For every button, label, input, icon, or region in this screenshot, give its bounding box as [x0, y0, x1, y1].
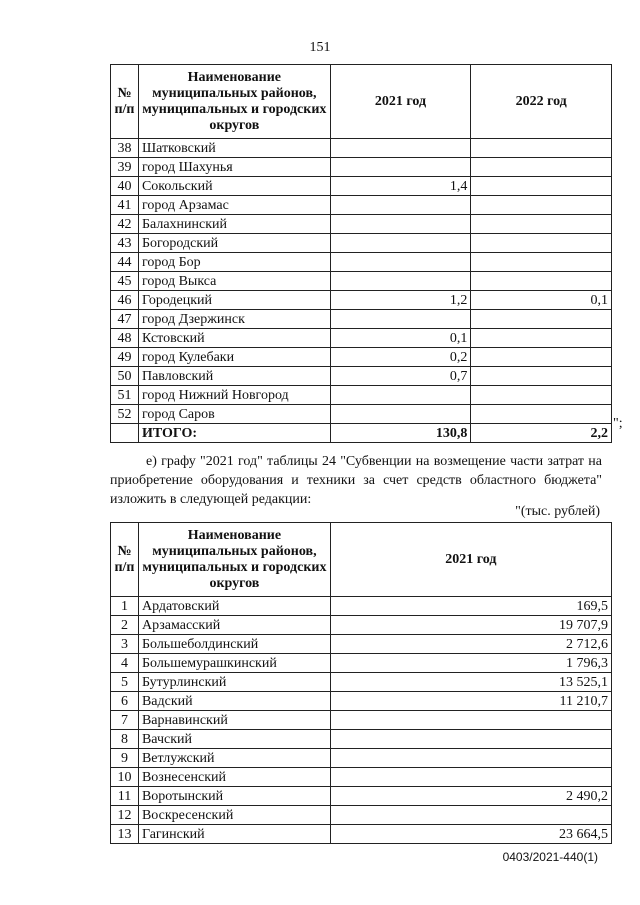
table-row: [111, 177, 612, 196]
header-number: № п/п: [111, 523, 139, 597]
page-number: 151: [309, 40, 331, 55]
table-row: [111, 825, 612, 844]
amount-cell: [330, 158, 471, 177]
total-row: [111, 424, 612, 443]
amount-cell: [471, 405, 612, 424]
amount-cell: [471, 139, 612, 158]
table-header-row: [111, 523, 612, 597]
table-row: [111, 215, 612, 234]
amount-cell: [330, 749, 611, 768]
row-number: 9: [111, 749, 139, 768]
row-number: 40: [111, 177, 139, 196]
row-number: 43: [111, 234, 139, 253]
row-number: 42: [111, 215, 139, 234]
municipality-name: Арзамасский: [138, 616, 330, 635]
amount-cell: [330, 386, 471, 405]
row-number: 7: [111, 711, 139, 730]
table-row: [111, 654, 612, 673]
row-number: 6: [111, 692, 139, 711]
amount-cell: [471, 310, 612, 329]
row-number: 1: [111, 597, 139, 616]
table-row: [111, 348, 612, 367]
table-row: [111, 139, 612, 158]
amount-cell: 169,5: [330, 597, 611, 616]
municipality-name: Городецкий: [138, 291, 330, 310]
amount-cell: [330, 711, 611, 730]
municipality-name: город Арзамас: [138, 196, 330, 215]
document-code: 0403/2021-440(1): [502, 850, 598, 864]
row-number: 49: [111, 348, 139, 367]
municipality-name: Ардатовский: [138, 597, 330, 616]
municipality-name: Вадский: [138, 692, 330, 711]
row-number: 46: [111, 291, 139, 310]
amount-cell: [330, 253, 471, 272]
row-number: 44: [111, 253, 139, 272]
row-number: 39: [111, 158, 139, 177]
amount-cell: 0,1: [471, 291, 612, 310]
amount-cell: 2 712,6: [330, 635, 611, 654]
amount-cell: 0,1: [330, 329, 471, 348]
municipality-name: Вознесенский: [138, 768, 330, 787]
table-row: [111, 616, 612, 635]
municipality-name: Балахнинский: [138, 215, 330, 234]
closing-quote: ";: [613, 416, 623, 431]
table-row: [111, 405, 612, 424]
row-number: 3: [111, 635, 139, 654]
municipality-name: город Дзержинск: [138, 310, 330, 329]
subsidy-table-continued: [110, 64, 612, 443]
amount-cell: 1,4: [330, 177, 471, 196]
amount-cell: [330, 272, 471, 291]
table-row: [111, 367, 612, 386]
municipality-name: Гагинский: [138, 825, 330, 844]
row-number: 41: [111, 196, 139, 215]
row-number: 10: [111, 768, 139, 787]
row-number: 11: [111, 787, 139, 806]
amount-cell: [471, 177, 612, 196]
municipality-name: Ветлужский: [138, 749, 330, 768]
table-row: [111, 386, 612, 405]
municipality-name: Воротынский: [138, 787, 330, 806]
row-number: 52: [111, 405, 139, 424]
amount-cell: [471, 367, 612, 386]
municipality-name: Кстовский: [138, 329, 330, 348]
table-row: [111, 158, 612, 177]
table-row: [111, 692, 612, 711]
amount-cell: 0,2: [330, 348, 471, 367]
row-number: 47: [111, 310, 139, 329]
row-number: 48: [111, 329, 139, 348]
header-2021: 2021 год: [330, 65, 471, 139]
header-2021: 2021 год: [330, 523, 611, 597]
row-number: 12: [111, 806, 139, 825]
table-row: [111, 635, 612, 654]
row-number: 50: [111, 367, 139, 386]
table-header-row: [111, 65, 612, 139]
amount-cell: [330, 806, 611, 825]
amount-cell: 2 490,2: [330, 787, 611, 806]
table-row: [111, 329, 612, 348]
amount-cell: [471, 215, 612, 234]
amendment-paragraph: е) графу "2021 год" таблицы 24 "Субвенции на возмещение части затрат на приобретение оборудования и техники за счет средств областного бюджета" изложить в следующей редакции:: [110, 454, 602, 507]
amount-cell: [330, 310, 471, 329]
table-row: [111, 291, 612, 310]
municipality-name: город Выкса: [138, 272, 330, 291]
amount-cell: 1 796,3: [330, 654, 611, 673]
amount-cell: [471, 329, 612, 348]
amount-cell: [330, 196, 471, 215]
amount-cell: [330, 215, 471, 234]
table-row: [111, 711, 612, 730]
row-number: 38: [111, 139, 139, 158]
unit-label: "(тыс. рублей): [515, 504, 600, 519]
table-row: [111, 272, 612, 291]
municipality-name: Варнавинский: [138, 711, 330, 730]
table-row: [111, 787, 612, 806]
amount-cell: [471, 234, 612, 253]
amount-cell: [471, 158, 612, 177]
table-row: [111, 597, 612, 616]
amount-cell: 0,7: [330, 367, 471, 386]
table-row: [111, 310, 612, 329]
table-row: [111, 806, 612, 825]
municipality-name: город Нижний Новгород: [138, 386, 330, 405]
amount-cell: 11 210,7: [330, 692, 611, 711]
table-row: [111, 196, 612, 215]
total-cell: 130,8: [330, 424, 471, 443]
row-number: 8: [111, 730, 139, 749]
amount-cell: [471, 386, 612, 405]
amount-cell: [471, 272, 612, 291]
amount-cell: [330, 139, 471, 158]
municipality-name: Сокольский: [138, 177, 330, 196]
row-number: 51: [111, 386, 139, 405]
header-2022: 2022 год: [471, 65, 612, 139]
amount-cell: [330, 768, 611, 787]
amount-cell: [471, 348, 612, 367]
municipality-name: город Кулебаки: [138, 348, 330, 367]
row-number: 45: [111, 272, 139, 291]
total-cell: [111, 424, 139, 443]
total-label: ИТОГО:: [138, 424, 330, 443]
row-number: 13: [111, 825, 139, 844]
table-row: [111, 749, 612, 768]
table-row: [111, 768, 612, 787]
municipality-name: Вачский: [138, 730, 330, 749]
municipality-name: Шатковский: [138, 139, 330, 158]
municipality-name: Бутурлинский: [138, 673, 330, 692]
amount-cell: [330, 730, 611, 749]
subsidy-table-24: [110, 522, 612, 844]
header-name: Наименование муниципальных районов, муниципальных и городских округов: [138, 523, 330, 597]
amount-cell: [330, 234, 471, 253]
row-number: 2: [111, 616, 139, 635]
total-cell: 2,2: [471, 424, 612, 443]
table-row: [111, 730, 612, 749]
row-number: 5: [111, 673, 139, 692]
amount-cell: [471, 196, 612, 215]
municipality-name: город Шахунья: [138, 158, 330, 177]
municipality-name: Большемурашкинский: [138, 654, 330, 673]
municipality-name: город Саров: [138, 405, 330, 424]
amount-cell: 23 664,5: [330, 825, 611, 844]
municipality-name: Богородский: [138, 234, 330, 253]
amount-cell: 1,2: [330, 291, 471, 310]
row-number: 4: [111, 654, 139, 673]
header-name: Наименование муниципальных районов, муниципальных и городских округов: [138, 65, 330, 139]
municipality-name: Большеболдинский: [138, 635, 330, 654]
amount-cell: 13 525,1: [330, 673, 611, 692]
amount-cell: 19 707,9: [330, 616, 611, 635]
header-number: № п/п: [111, 65, 139, 139]
table-row: [111, 673, 612, 692]
amount-cell: [471, 253, 612, 272]
municipality-name: Воскресенский: [138, 806, 330, 825]
municipality-name: город Бор: [138, 253, 330, 272]
table-row: [111, 234, 612, 253]
municipality-name: Павловский: [138, 367, 330, 386]
table-row: [111, 253, 612, 272]
amount-cell: [330, 405, 471, 424]
